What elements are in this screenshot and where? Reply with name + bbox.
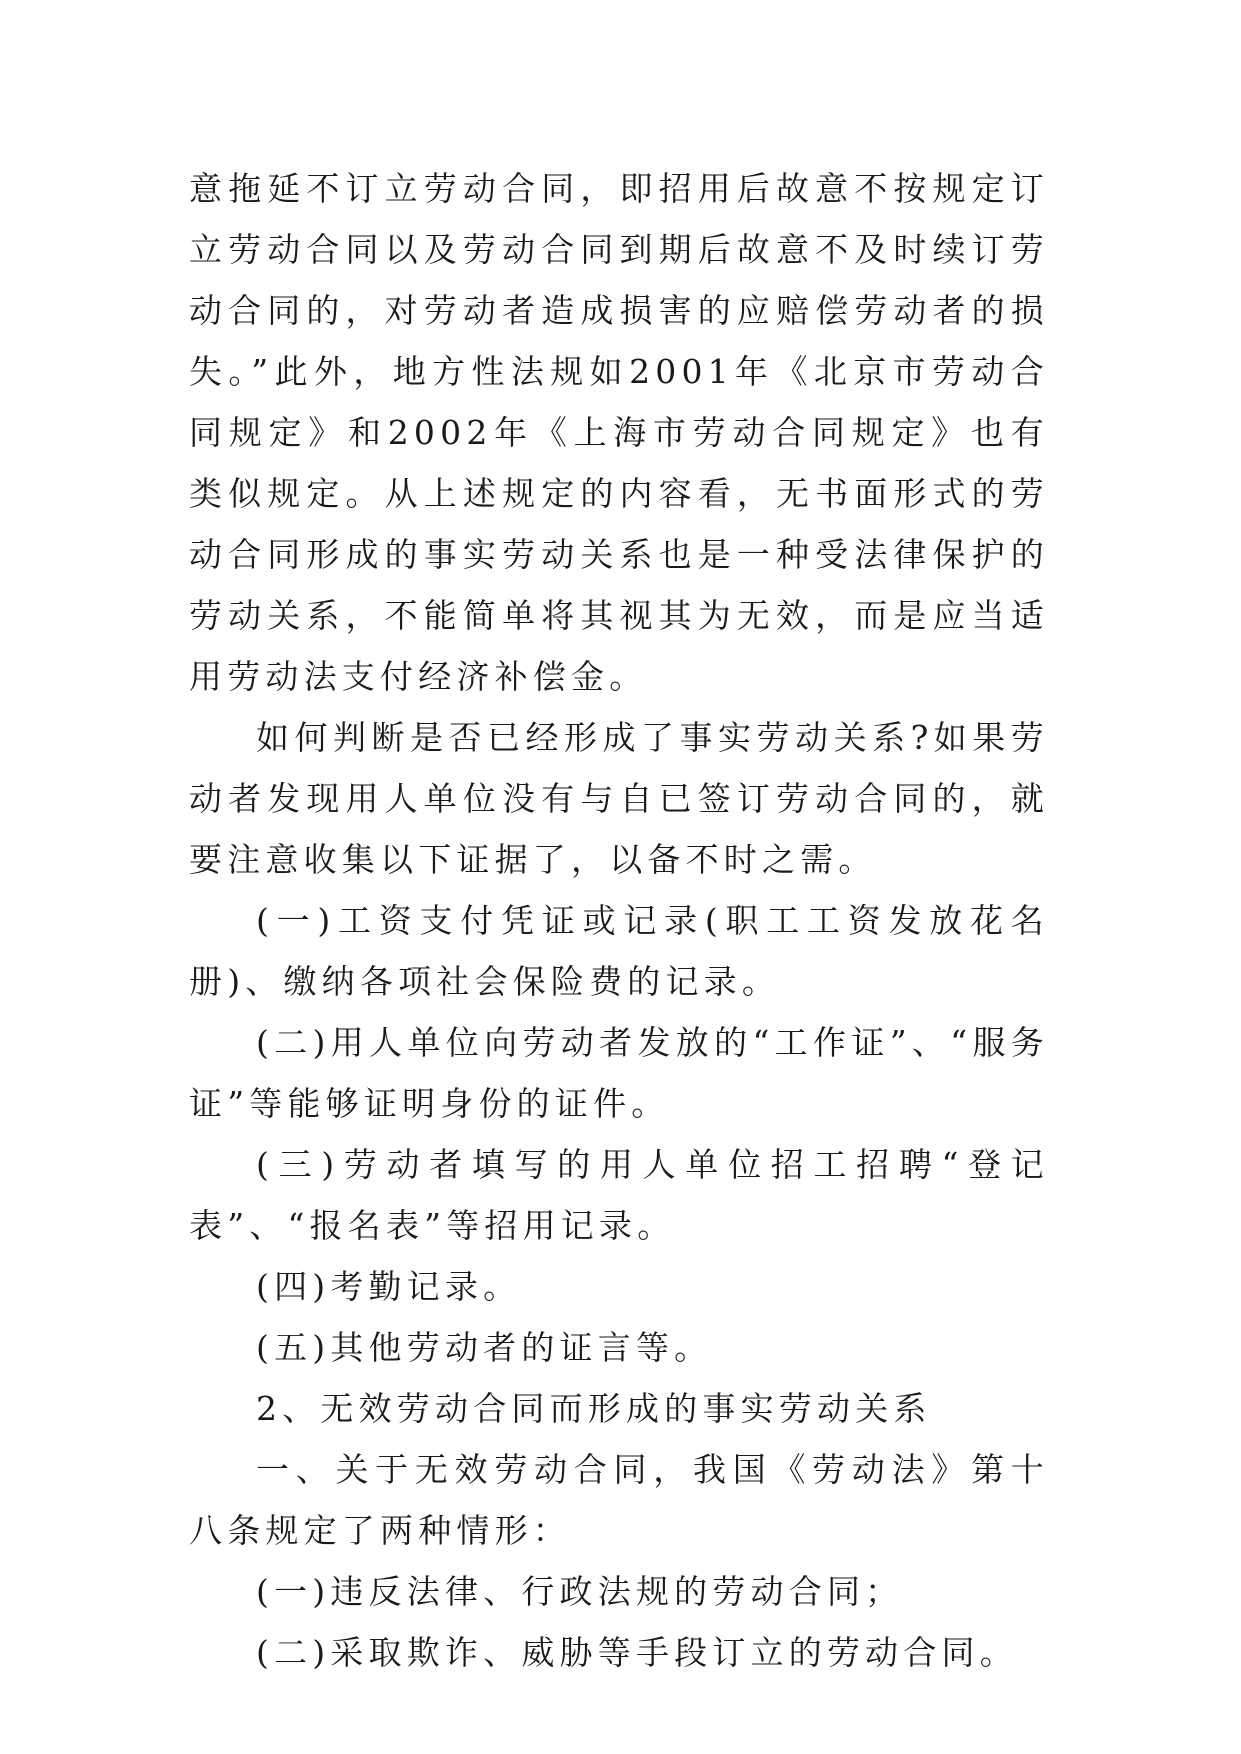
- list-item-3: (三)劳动者填写的用人单位招工招聘“登记表”、“报名表”等招用记录。: [189, 1145, 1049, 1245]
- paragraph-how-to-judge: 如何判断是否已经形成了事实劳动关系?如果劳动者发现用人单位没有与自已签订劳动合同的，就要注意收集以下证据了，以备不时之需。: [189, 718, 1049, 879]
- list-item-1: (一)工资支付凭证或记录(职工工资发放花名册)、缴纳各项社会保险费的记录。: [189, 901, 1049, 1001]
- list-item-2: (二)用人单位向劳动者发放的“工作证”、“服务证”等能够证明身份的证件。: [189, 1023, 1049, 1123]
- list-item-5: (五)其他劳动者的证言等。: [256, 1328, 713, 1367]
- list-item-invalid-1: (一)违反法律、行政法规的劳动合同；: [256, 1572, 904, 1611]
- paragraph-continuation: 意拖延不订立劳动合同，即招用后故意不按规定订立劳动合同以及劳动合同到期后故意不及时续订劳动合同的，对劳动者造成损害的应赔偿劳动者的损失。”此外，地方性法规如2001年《北京市劳动合同规定》和2002年《上海市劳动合同规定》也有类似规定。从上述规定的内容看，无书面形式的劳动合同形成的事实劳动关系也是一种受法律保护的劳动关系，不能简单将其视其为无效，而是应当适用劳动法支付经济补偿金。: [189, 169, 1049, 696]
- document-body: [189, 158, 1049, 1683]
- list-item-invalid-2: (二)采取欺诈、威胁等手段订立的劳动合同。: [256, 1633, 1018, 1672]
- section-heading-2: 2、无效劳动合同而形成的事实劳动关系: [256, 1389, 932, 1428]
- paragraph-invalid-contracts: 一、关于无效劳动合同，我国《劳动法》第十八条规定了两种情形：: [189, 1450, 1049, 1550]
- list-item-4: (四)考勤记录。: [256, 1267, 522, 1306]
